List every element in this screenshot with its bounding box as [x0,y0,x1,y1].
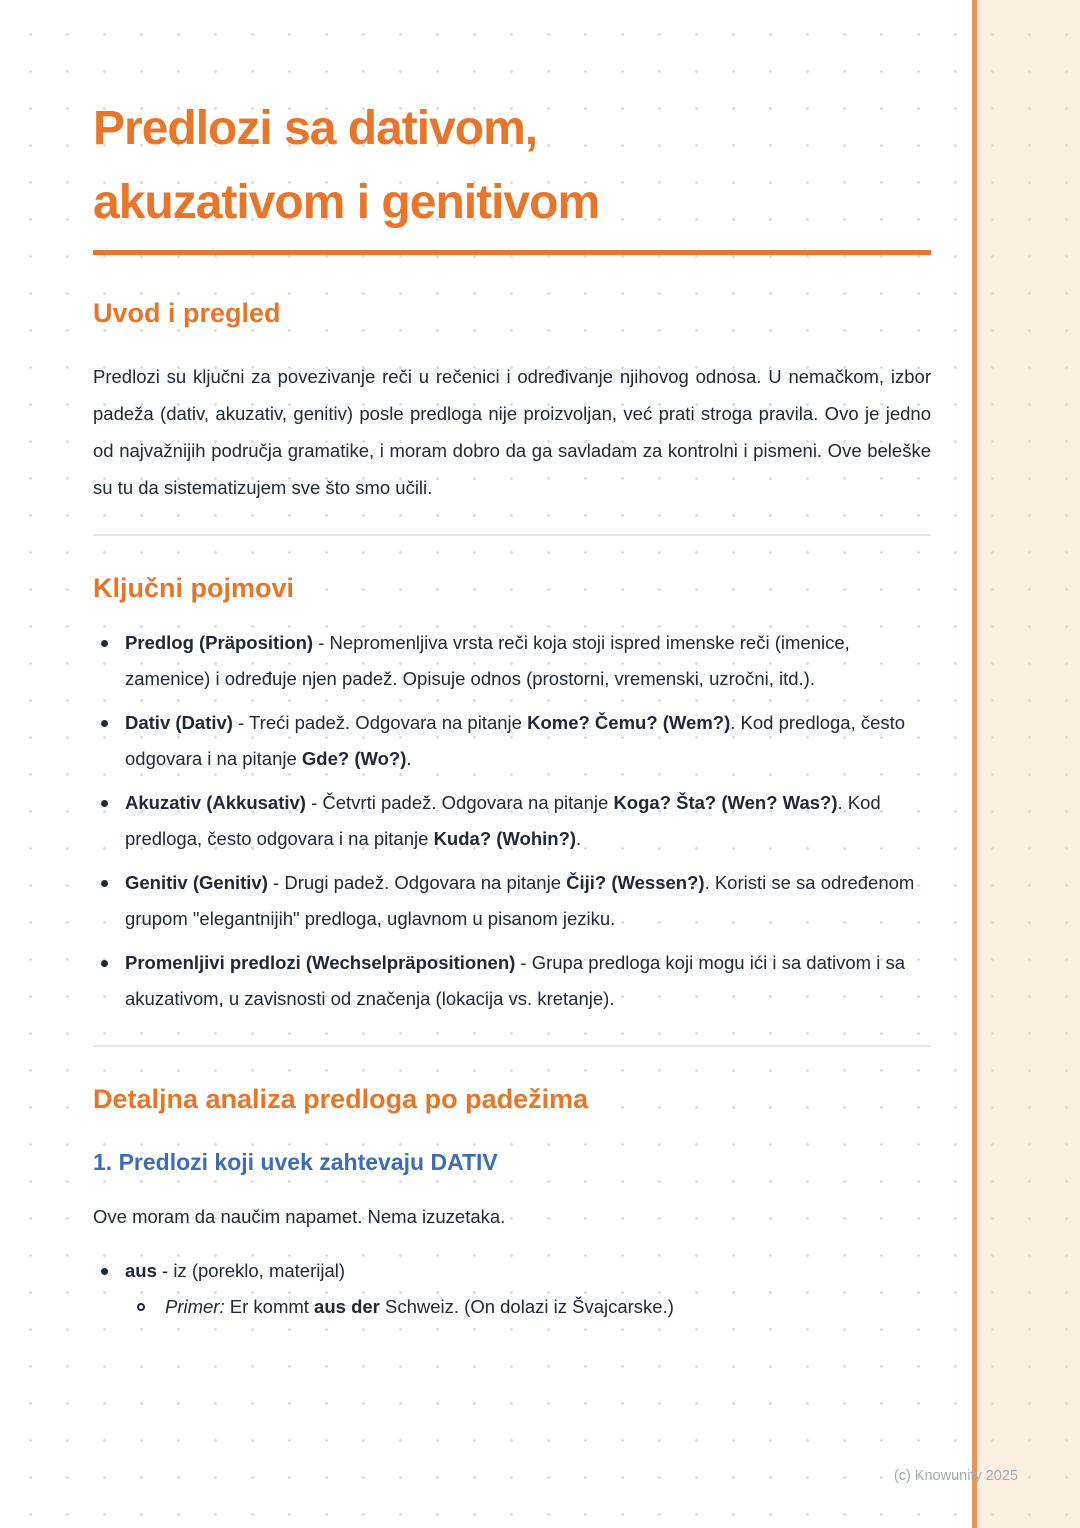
list-item-text: Predlog (Präposition) - Nepromenljiva vrsta reči koja stoji ispred imenske reči (imenice, zamenice) i određuje njen padež. Opisuje odnos (prostorni, vremenski, uzročni, itd.). [125,632,850,689]
list-item [93,865,931,937]
intro-paragraph: Predlozi su ključni za povezivanje reči u rečenici i određivanje njihovog odnosa. U nemačkom, izbor padeža (dativ, akuzativ, genitiv) posle predloga nije proizvoljan, već prati stroga pravila. Ovo je jedno od najvažnijih područja gramatike, i moram dobro da ga savladam za kontrolni i pismeni. Ove beleške su tu da sistematizujem sve što smo učili. [93,366,931,498]
page-title-line2: akuzativom i genitivom [93,176,600,229]
list-item [93,945,931,1017]
bullet-icon [101,1268,108,1275]
title-underline [93,250,931,255]
bullet-icon [101,720,108,727]
list-item-text: Genitiv (Genitiv) - Drugi padež. Odgovara na pitanje Čiji? (Wessen?). Koristi se sa određenom grupom "elegantnijih" predloga, uglavnom u pisanom jeziku. [125,872,915,929]
copyright-footer: (c) Knowunity 2025 [893,1468,1018,1484]
bullet-icon [101,800,108,807]
section-heading-intro: Uvod i pregled [93,298,281,328]
sub-bullet-icon [137,1303,145,1311]
bullet-icon [101,960,108,967]
list-item [93,705,931,777]
dativ-prepositions-list [93,1253,931,1325]
dativ-note: Ove moram da naučim napamet. Nema izuzetaka. [93,1206,506,1227]
page-title [93,92,931,240]
section-divider [93,534,931,536]
page-title-line1: Predlozi sa dativom, [93,102,538,155]
list-item [93,785,931,857]
list-item-text: Akuzativ (Akkusativ) - Četvrti padež. Odgovara na pitanje Koga? Šta? (Wen? Was?). Kod predloga, često odgovara i na pitanje Kuda? (Wohin?). [125,792,881,849]
example-list [125,1289,931,1325]
side-band [977,0,1080,1528]
section-heading-key-terms: Ključni pojmovi [93,573,295,603]
subsection-heading-dativ: 1. Predlozi koji uvek zahtevaju DATIV [93,1149,498,1175]
section-heading-analysis: Detaljna analiza predloga po padežima [93,1084,589,1114]
list-item [93,625,931,697]
bullet-icon [101,640,108,647]
list-item-text: Promenljivi predlozi (Wechselpräpositionen) - Grupa predloga koji mogu ići i sa dativom i sa akuzativom, u zavisnosti od značenja (lokacija vs. kretanje). [125,952,905,1009]
section-divider [93,1045,931,1047]
bullet-icon [101,880,108,887]
list-item [93,1253,931,1325]
example-item-text: Primer: Er kommt aus der Schweiz. (On dolazi iz Švajcarske.) [165,1296,674,1317]
example-item [125,1289,931,1325]
side-accent-line [972,0,977,1528]
key-terms-list [93,625,931,1017]
list-item-text: Dativ (Dativ) - Treći padež. Odgovara na pitanje Kome? Čemu? (Wem?). Kod predloga, često odgovara i na pitanje Gde? (Wo?). [125,712,906,769]
content-area [93,0,931,1333]
list-item-text: aus - iz (poreklo, materijal) [125,1260,346,1281]
